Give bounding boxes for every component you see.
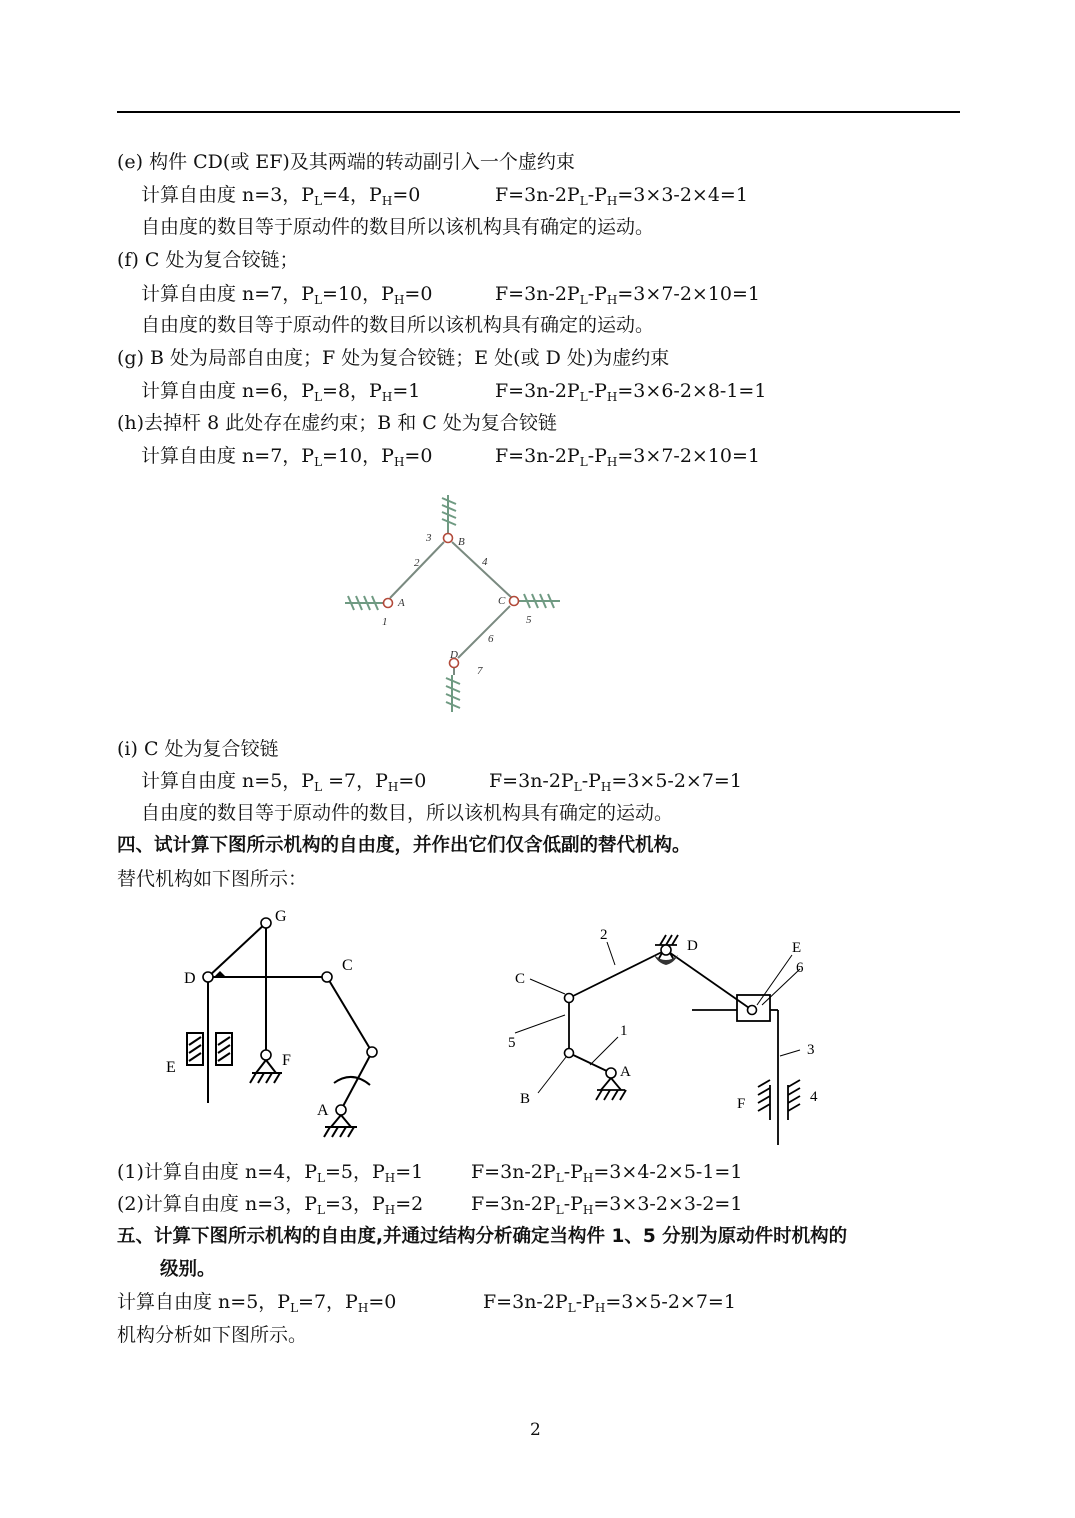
label-7: 7 [477,665,483,677]
item-e-title: (e) 构件 CD(或 EF)及其两端的转动副引入一个虚约束 [117,151,575,173]
label-1: 1 [382,616,388,628]
label-A: A [398,597,405,609]
section4-calc2: (2)计算自由度 n=3，$P_L=3$，$P_H=2$ [117,1193,424,1217]
item-e-calc: 计算自由度 n=3，$P_L=4$，$P_H=0$ [141,184,421,208]
label-E: E [166,1059,176,1076]
label-1: 1 [620,1023,628,1039]
label-C: C [498,595,506,607]
label-3: 3 [807,1042,815,1058]
label-5: 5 [508,1035,516,1051]
section5-heading-line1: 五、计算下图所示机构的自由度,并通过结构分析确定当构件 1、5 分别为原动件时机构的 [117,1226,848,1247]
item-g-title: (g) B 处为局部自由度；F 处为复合铰链；E 处(或 D 处)为虚约束 [117,347,670,369]
item-g-calc: 计算自由度 n=6，$P_L=8$，$P_H=1$ [141,380,421,404]
label-B: B [458,536,465,548]
section4-heading: 四、试计算下图所示机构的自由度，并作出它们仅含低副的替代机构。 [117,835,691,856]
section4-formula1: $F=3n-2P_L-P_H=3\times 4-2\times 5-1=1$ [471,1161,743,1185]
label-4: 4 [482,556,488,568]
label-A: A [317,1102,329,1119]
page-number: 2 [530,1420,541,1440]
label-C: C [515,971,526,987]
label-D: D [450,649,458,661]
figure-left-mechanism [160,905,410,1145]
item-i-conclusion: 自由度的数目等于原动件的数目，所以该机构具有确定的运动。 [141,802,674,824]
header-rule [117,111,960,113]
label-F: F [282,1052,291,1069]
section5-heading-line2: 级别。 [160,1259,216,1280]
item-i-title: (i) C 处为复合铰链 [117,738,279,760]
item-f-calc: 计算自由度 n=7，$P_L=10$，$P_H=0$ [141,283,433,307]
item-h-calc: 计算自由度 n=7，$P_L=10$，$P_H=0$ [141,445,433,469]
section5-calc: 计算自由度 n=5，$P_L=7$，$P_H=0$ [117,1291,397,1315]
item-f-conclusion: 自由度的数目等于原动件的数目所以该机构具有确定的运动。 [141,314,655,336]
item-i-formula: $F=3n-2P_L-P_H=3\times 5-2\times 7=1$ [489,770,742,794]
label-3: 3 [426,532,432,544]
section4-formula2: $F=3n-2P_L-P_H=3\times 3-2\times 3-2=1$ [471,1193,743,1217]
figure-right-mechanism [500,915,830,1150]
figure-h-mechanism [330,490,580,720]
item-h-title: (h)去掉杆 8 此处存在虚约束；B 和 C 处为复合铰链 [117,412,557,434]
item-e-formula: $F=3n-2P_L-P_H=3\times 3-2\times 4=1$ [495,184,748,208]
item-h-formula: $F=3n-2P_L-P_H=3\times 7-2\times 10=1$ [495,445,761,469]
item-f-formula: $F=3n-2P_L-P_H=3\times 7-2\times 10=1$ [495,283,761,307]
label-D: D [687,938,698,954]
label-6: 6 [796,960,804,976]
section5-outro: 机构分析如下图所示。 [117,1324,308,1346]
label-5: 5 [526,614,532,626]
label-F: F [737,1096,746,1112]
item-f-title: (f) C 处为复合铰链； [117,249,299,271]
label-E: E [792,940,802,956]
section4-calc1: (1)计算自由度 n=4，$P_L=5$，$P_H=1$ [117,1161,424,1185]
label-G: G [275,908,287,925]
section4-intro: 替代机构如下图所示： [117,868,308,890]
label-4: 4 [810,1089,818,1105]
label-6: 6 [488,633,494,645]
label-C: C [342,957,353,974]
item-i-calc: 计算自由度 n=5，$P_L =7$，$P_H=0$ [141,770,427,794]
label-2: 2 [600,927,608,943]
label-A: A [620,1064,631,1080]
label-B: B [520,1091,531,1107]
label-2: 2 [414,557,420,569]
item-g-formula: $F=3n-2P_L-P_H=3\times 6-2\times 8-1=1$ [495,380,767,404]
section5-formula: $F=3n-2P_L-P_H=3\times 5-2\times 7=1$ [483,1291,736,1315]
label-D: D [184,970,196,987]
item-e-conclusion: 自由度的数目等于原动件的数目所以该机构具有确定的运动。 [141,216,655,238]
